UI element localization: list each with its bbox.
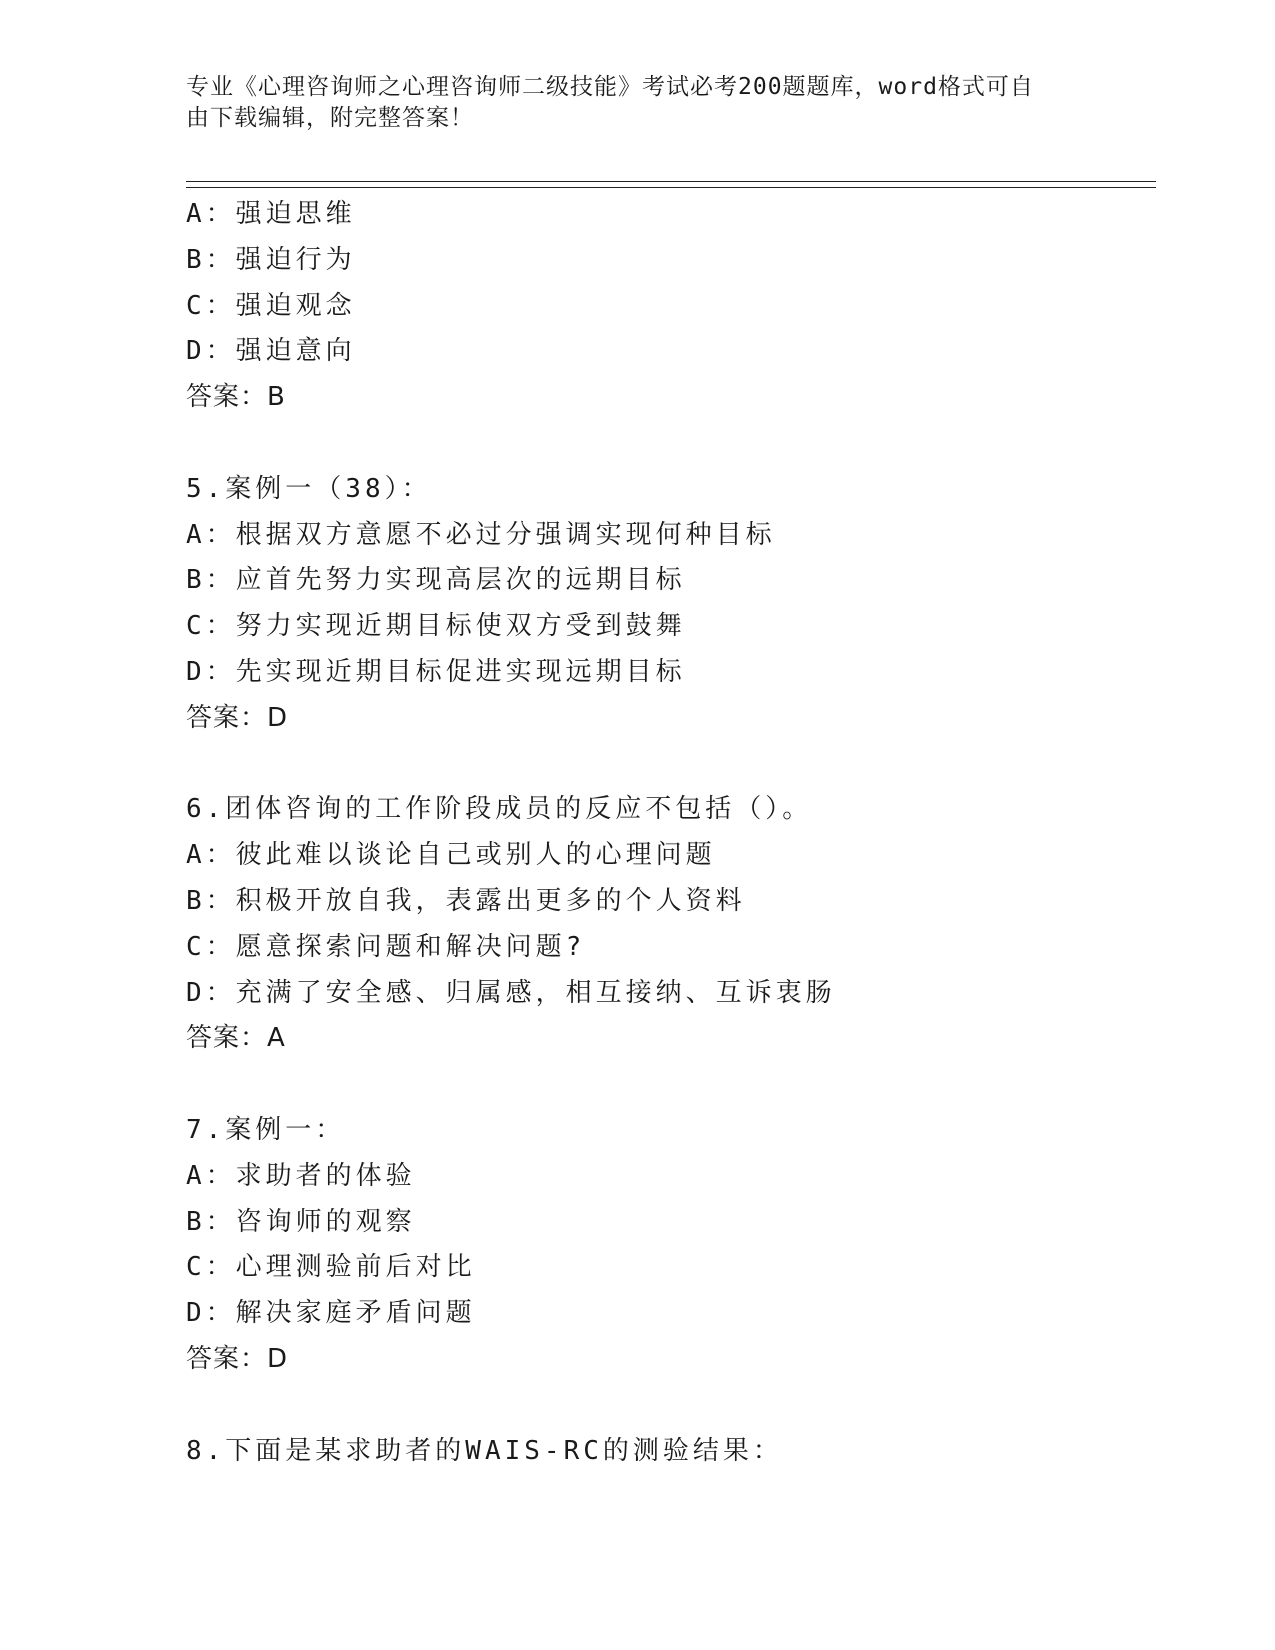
option-d: D：解决家庭矛盾问题 bbox=[186, 1298, 476, 1329]
question-stem: 6.团体咨询的工作阶段成员的反应不包括（）。 bbox=[186, 794, 813, 825]
option-c: C：愿意探索问题和解决问题? bbox=[186, 931, 586, 962]
header-line-1: 专业《心理咨询师之心理咨询师二级技能》考试必考200题题库，word格式可自 bbox=[186, 74, 1034, 100]
question-list bbox=[186, 192, 1146, 1474]
option-c: C：努力实现近期目标使双方受到鼓舞 bbox=[186, 611, 686, 642]
answer-line: 答案：D bbox=[186, 1343, 289, 1374]
question-stem: 8.下面是某求助者的WAIS-RC的测验结果： bbox=[186, 1435, 783, 1466]
option-b: B：应首先努力实现高层次的远期目标 bbox=[186, 565, 686, 596]
spacer bbox=[186, 1062, 1146, 1108]
option-b: B：积极开放自我，表露出更多的个人资料 bbox=[186, 885, 746, 916]
option-a: A：根据双方意愿不必过分强调实现何种目标 bbox=[186, 519, 776, 550]
option-b: B：强迫行为 bbox=[186, 244, 356, 275]
question-stem: 5.案例一（38）： bbox=[186, 473, 432, 504]
header-rule-bottom bbox=[186, 187, 1156, 188]
option-d: D：充满了安全感、归属感，相互接纳、互诉衷肠 bbox=[186, 977, 836, 1008]
spacer bbox=[186, 742, 1146, 788]
answer-line: 答案：A bbox=[186, 1023, 286, 1054]
document-header bbox=[186, 72, 1086, 134]
header-line-2: 由下载编辑，附完整答案！ bbox=[186, 105, 474, 131]
question-6 bbox=[186, 787, 1146, 1062]
answer-line: 答案：D bbox=[186, 702, 289, 733]
header-rule-top bbox=[186, 181, 1156, 182]
spacer bbox=[186, 1383, 1146, 1429]
question-7 bbox=[186, 1108, 1146, 1383]
question-4 bbox=[186, 192, 1146, 421]
question-stem: 7.案例一： bbox=[186, 1114, 346, 1145]
option-c: C：心理测验前后对比 bbox=[186, 1252, 476, 1283]
option-c: C：强迫观念 bbox=[186, 290, 356, 321]
answer-line: 答案：B bbox=[186, 382, 286, 413]
spacer bbox=[186, 421, 1146, 467]
question-8 bbox=[186, 1429, 1146, 1475]
option-d: D：先实现近期目标促进实现远期目标 bbox=[186, 656, 686, 687]
option-d: D：强迫意向 bbox=[186, 336, 356, 367]
option-a: A：强迫思维 bbox=[186, 199, 356, 229]
question-5 bbox=[186, 467, 1146, 742]
option-a: A：求助者的体验 bbox=[186, 1160, 416, 1191]
option-a: A：彼此难以谈论自己或别人的心理问题 bbox=[186, 840, 716, 871]
option-b: B：咨询师的观察 bbox=[186, 1206, 416, 1237]
